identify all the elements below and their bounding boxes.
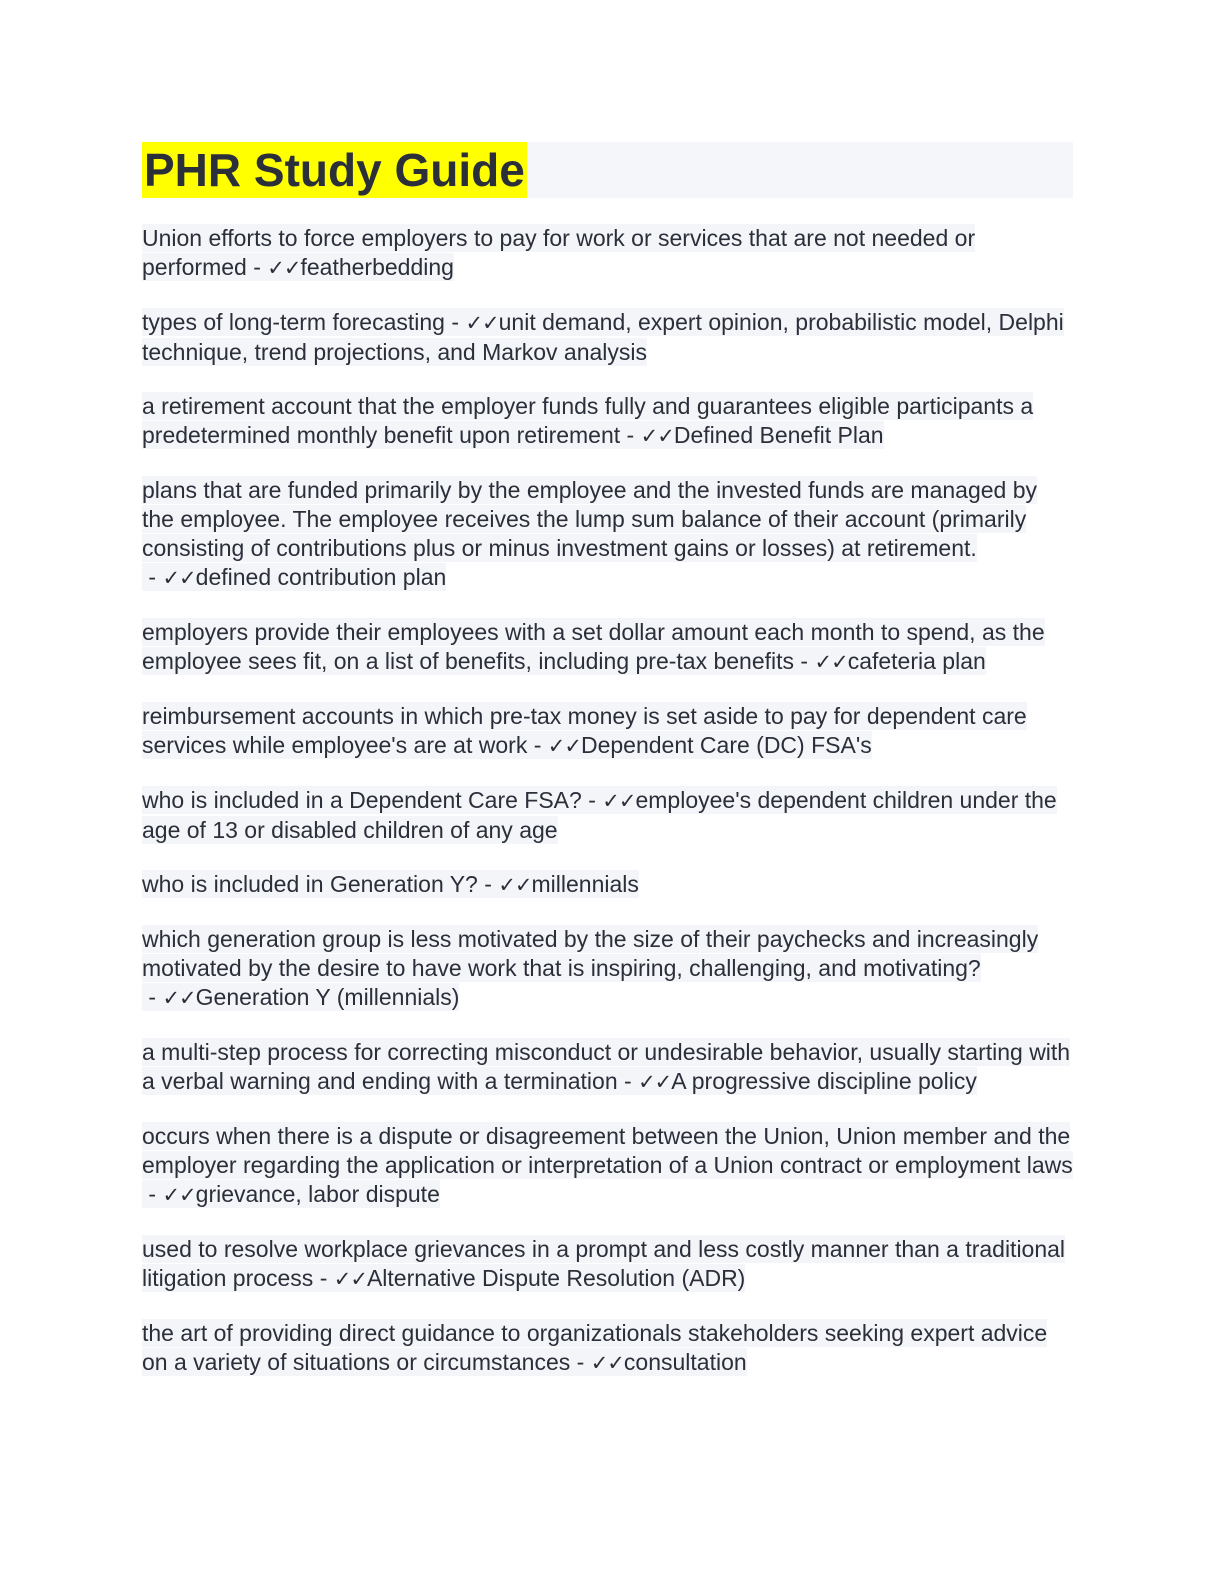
double-check-icon: ✓✓ — [267, 256, 301, 280]
entry-question: a retirement account that the employer funds fully and guarantees eligible participants a predetermined monthly benefit upon retirement — [142, 393, 1034, 448]
entry-separator: - — [794, 648, 815, 674]
entry-answer: employee's dependent children under the age of 13 or disabled children of any age — [142, 787, 1057, 843]
entry-separator: - — [313, 1265, 334, 1291]
double-check-icon: ✓✓ — [590, 1351, 624, 1375]
entry-separator: - — [527, 732, 548, 758]
entry-question: the art of providing direct guidance to organizationals stakeholders seeking expert advice on a variety of situations or circumstances — [142, 1320, 1048, 1375]
flashcard-entry — [142, 308, 1073, 367]
document-page — [142, 142, 1073, 1403]
entry-question: a multi-step process for correcting misconduct or undesirable behavior, usually starting with a verbal warning and ending with a termination — [142, 1039, 1071, 1094]
entry-answer: Alternative Dispute Resolution (ADR) — [366, 1265, 746, 1291]
entry-answer: A progressive discipline policy — [671, 1068, 977, 1094]
flashcard-entry — [142, 786, 1073, 845]
flashcard-entry — [142, 1235, 1073, 1294]
flashcard-entry — [142, 1038, 1073, 1097]
entry-line-highlight — [142, 702, 1027, 759]
entry-line-highlight — [142, 308, 1064, 366]
entry-line-highlight — [142, 618, 1045, 675]
double-check-icon: ✓✓ — [333, 1267, 367, 1291]
double-check-icon: ✓✓ — [640, 424, 674, 448]
entry-answer: millennials — [531, 871, 639, 897]
entry-separator: - — [444, 309, 466, 335]
double-check-icon: ✓✓ — [602, 789, 636, 813]
double-check-icon: ✓✓ — [465, 311, 499, 335]
double-check-icon: ✓✓ — [498, 873, 532, 897]
entry-separator: - — [581, 787, 603, 813]
title-bar — [142, 142, 1073, 198]
entry-line-highlight — [142, 870, 639, 898]
entry-question: employers provide their employees with a set dollar amount each month to spend, as the employee sees fit, on a list of benefits, including pre-tax benefits — [142, 619, 1045, 674]
entry-separator: - — [142, 984, 163, 1010]
entry-answer: grievance, labor dispute — [195, 1181, 440, 1207]
flashcard-entry — [142, 702, 1073, 761]
double-check-icon: ✓✓ — [162, 986, 196, 1010]
entry-separator: - — [620, 422, 641, 448]
page-title: PHR Study Guide — [144, 144, 525, 196]
flashcard-entry — [142, 618, 1073, 677]
flashcard-entry — [142, 925, 1073, 1013]
entry-question: who is included in a Dependent Care FSA? — [142, 787, 582, 813]
entry-line-highlight — [142, 476, 1037, 591]
entry-answer: consultation — [623, 1349, 747, 1375]
entry-line-highlight — [142, 1122, 1073, 1208]
entry-line-highlight — [142, 1319, 1047, 1376]
entry-separator: - — [477, 871, 499, 897]
double-check-icon: ✓✓ — [638, 1070, 672, 1094]
double-check-icon: ✓✓ — [162, 1183, 196, 1207]
entry-separator: - — [570, 1349, 591, 1375]
entry-line-highlight — [142, 786, 1057, 844]
entry-line-highlight — [142, 224, 975, 281]
entry-question: plans that are funded primarily by the employee and the invested funds are managed by the employee. The employee receives the lump sum balance of their account (primarily consisting of contributions plus or minus investment gains or losses) at retirement. — [142, 477, 1038, 561]
double-check-icon: ✓✓ — [814, 650, 848, 674]
entry-answer: Generation Y (millennials) — [195, 984, 460, 1010]
entry-answer: featherbedding — [300, 254, 454, 280]
entry-question: who is included in Generation Y? — [142, 871, 478, 897]
entry-separator: - — [246, 254, 268, 280]
entry-answer: Defined Benefit Plan — [673, 422, 884, 448]
flashcard-entry — [142, 1122, 1073, 1210]
flashcard-entry — [142, 392, 1073, 451]
entry-line-highlight — [142, 392, 1033, 449]
double-check-icon: ✓✓ — [547, 734, 581, 758]
entry-answer: cafeteria plan — [847, 648, 986, 674]
entry-question: reimbursement accounts in which pre-tax money is set aside to pay for dependent care services while employee's are at work — [142, 703, 1027, 758]
entry-question: occurs when there is a dispute or disagreement between the Union, Union member and the employer regarding the application or interpretation of a Union contract or employment laws — [142, 1123, 1073, 1178]
entry-answer: defined contribution plan — [195, 564, 447, 590]
entry-question: types of long-term forecasting — [142, 309, 445, 335]
entry-answer: unit demand, expert opinion, probabilistic model, Delphi technique, trend projections, and Markov analysis — [142, 309, 1064, 365]
entry-list — [142, 224, 1073, 1378]
entry-question: which generation group is less motivated by the size of their paychecks and increasingly motivated by the desire to have work that is inspiring, challenging, and motivating? — [142, 926, 1039, 981]
entry-line-highlight — [142, 925, 1038, 1011]
flashcard-entry — [142, 224, 1073, 283]
entry-question: used to resolve workplace grievances in a prompt and less costly manner than a traditional litigation process — [142, 1236, 1066, 1291]
flashcard-entry — [142, 1319, 1073, 1378]
entry-line-highlight — [142, 1038, 1070, 1095]
entry-answer: Dependent Care (DC) FSA's — [580, 732, 872, 758]
entry-separator: - — [142, 1181, 163, 1207]
entry-line-highlight — [142, 1235, 1065, 1292]
double-check-icon: ✓✓ — [162, 566, 196, 590]
flashcard-entry — [142, 870, 1073, 900]
entry-question: Union efforts to force employers to pay for work or services that are not needed or performed — [142, 225, 976, 280]
flashcard-entry — [142, 476, 1073, 593]
entry-separator: - — [142, 564, 163, 590]
entry-separator: - — [617, 1068, 639, 1094]
